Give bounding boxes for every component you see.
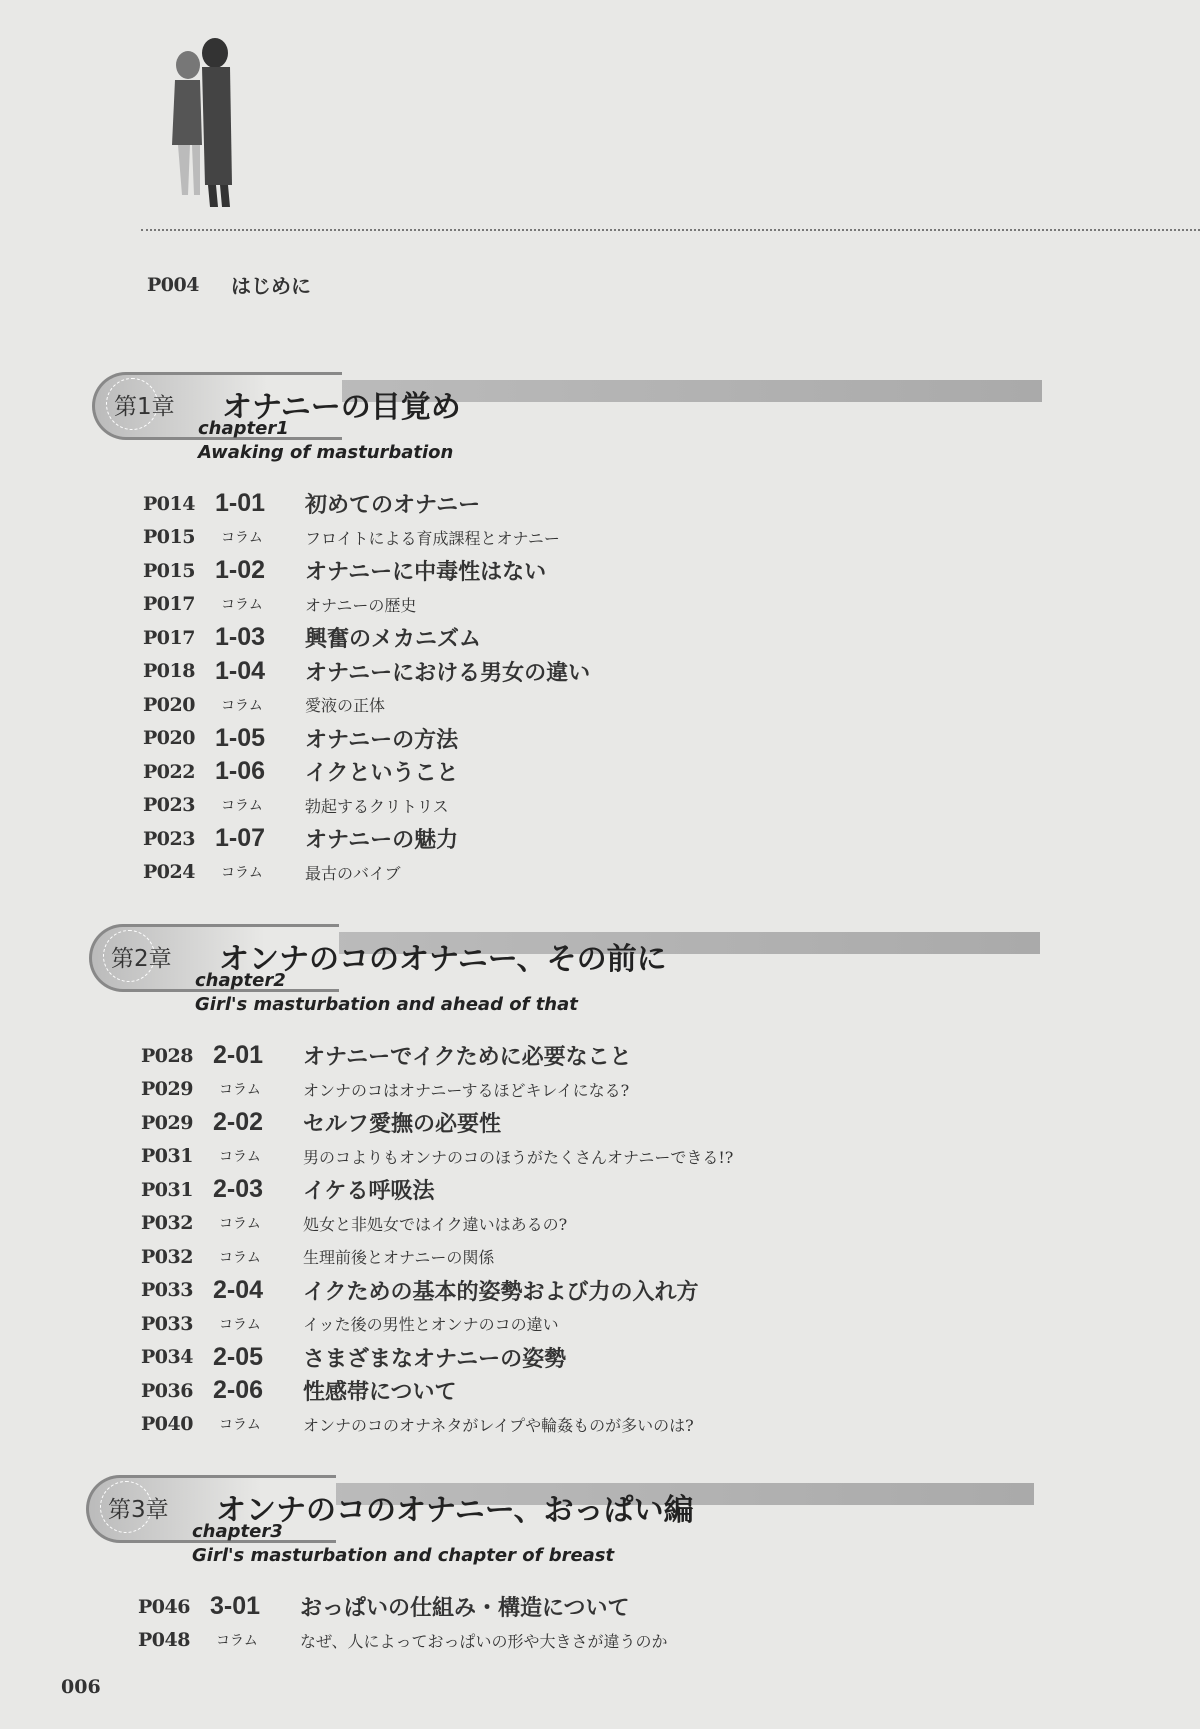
page-number: P048 (138, 1629, 190, 1652)
page-number: P023 (143, 794, 195, 817)
chapter-header[interactable] (89, 924, 1040, 1015)
chapter-entries (0, 487, 1200, 889)
section-entry[interactable] (0, 1039, 1200, 1073)
entry-title: なぜ、人によっておっぱいの形や大きさが違うのか (300, 1631, 668, 1651)
column-entry[interactable] (0, 856, 1200, 890)
page-number: P015 (143, 559, 195, 582)
section-number: 1-05 (215, 723, 266, 752)
column-entry[interactable] (0, 688, 1200, 722)
section-entry[interactable] (0, 755, 1200, 789)
column-label: コラム (219, 1249, 261, 1266)
page-number: P020 (143, 693, 195, 716)
page-number: P020 (143, 727, 195, 750)
column-label: コラム (219, 1316, 261, 1333)
column-entry[interactable] (0, 1073, 1200, 1107)
chapter-header[interactable] (92, 372, 1042, 463)
entry-title: 初めてのオナニー (305, 493, 481, 519)
page-folio: 006 (61, 1676, 101, 1698)
page-number: P014 (143, 492, 195, 515)
section-number: 1-03 (215, 623, 266, 652)
section-number: 1-04 (215, 656, 266, 685)
column-label: コラム (216, 1633, 258, 1650)
section-entry[interactable] (0, 1590, 1200, 1624)
section-number: 2-02 (213, 1108, 264, 1137)
column-label: コラム (221, 798, 263, 815)
page-number: P036 (141, 1379, 193, 1402)
page-number: P004 (147, 273, 199, 296)
chapter-number-en: chapter3 (192, 1521, 283, 1542)
section-number: 1-02 (215, 556, 266, 585)
entry-title: 勃起するクリトリス (305, 796, 449, 816)
entry-title: オナニーでイクために必要なこと (303, 1045, 632, 1071)
section-entry[interactable] (0, 1274, 1200, 1308)
entry-title: イッた後の男性とオンナのコの違い (303, 1315, 559, 1335)
entry-title: オンナのコのオナネタがレイプや輪姦ものが多いのは? (303, 1415, 694, 1435)
page-number: P029 (141, 1078, 193, 1101)
column-entry[interactable] (0, 1240, 1200, 1274)
column-label: コラム (221, 865, 263, 882)
page-number: P028 (141, 1044, 193, 1067)
page-number: P033 (141, 1279, 193, 1302)
entry-title: 処女と非処女ではイク違いはあるの? (303, 1214, 568, 1234)
entry-title: 生理前後とオナニーの関係 (303, 1248, 495, 1268)
chapter-number-en: chapter1 (198, 418, 289, 439)
section-number: 1-07 (215, 824, 266, 853)
column-label: コラム (219, 1082, 261, 1099)
column-entry[interactable] (0, 1307, 1200, 1341)
page-number: P029 (141, 1111, 193, 1134)
page-number: P034 (141, 1346, 193, 1369)
entry-title: さまざまなオナニーの姿勢 (303, 1346, 567, 1372)
section-number: 2-04 (213, 1275, 264, 1304)
section-number: 2-01 (213, 1041, 264, 1070)
chapter-subtitle-en: Girl's masturbation and chapter of breast (192, 1545, 615, 1566)
section-entry[interactable] (0, 487, 1200, 521)
section-entry[interactable] (0, 1374, 1200, 1408)
chapter-entries (0, 1590, 1200, 1657)
character-illustration (160, 35, 250, 210)
section-entry[interactable] (0, 1341, 1200, 1375)
page-number: P017 (143, 593, 195, 616)
entry-title: イケる呼吸法 (303, 1179, 435, 1205)
page-number: P022 (143, 760, 195, 783)
section-number: 1-01 (215, 489, 266, 518)
chapter-header[interactable] (86, 1475, 1034, 1566)
column-entry[interactable] (0, 588, 1200, 622)
page-number: P040 (141, 1413, 193, 1436)
section-number: 1-06 (215, 757, 266, 786)
entry-title: 興奮のメカニズム (305, 627, 482, 653)
page-number: P015 (143, 526, 195, 549)
column-entry[interactable] (0, 1408, 1200, 1442)
section-number: 2-06 (213, 1376, 264, 1405)
entry-title: オナニーに中毒性はない (305, 560, 547, 586)
column-label: コラム (219, 1149, 261, 1166)
column-label: コラム (221, 697, 263, 714)
column-entry[interactable] (0, 521, 1200, 555)
section-entry[interactable] (0, 1173, 1200, 1207)
entry-title: イクための基本的姿勢および力の入れ方 (303, 1279, 699, 1305)
page-number: P032 (141, 1245, 193, 1268)
page-number: P018 (143, 660, 195, 683)
entry-title: 最古のバイブ (305, 863, 401, 883)
page-number: P031 (141, 1145, 193, 1168)
chapter-number-en: chapter2 (195, 970, 286, 991)
column-label: コラム (221, 597, 263, 614)
entry-title: 男のコよりもオンナのコのほうがたくさんオナニーできる!? (303, 1147, 734, 1167)
column-entry[interactable] (0, 789, 1200, 823)
chapter-title: オナニーの目覚め (222, 390, 461, 425)
entry-title: 性感帯について (303, 1380, 457, 1406)
chapter-entries (0, 1039, 1200, 1441)
section-number: 3-01 (210, 1592, 261, 1621)
section-number: 2-05 (213, 1342, 264, 1371)
page-number: P031 (141, 1178, 193, 1201)
chapter-subtitle-en: Girl's masturbation and ahead of that (195, 994, 578, 1015)
chapter-label: 第1章 (114, 394, 175, 420)
column-label: コラム (219, 1216, 261, 1233)
section-entry[interactable] (0, 822, 1200, 856)
entry-title: オナニーにおける男女の違い (305, 660, 591, 686)
entry-title: フロイトによる育成課程とオナニー (305, 528, 560, 548)
page-number: P033 (141, 1312, 193, 1335)
page-number: P024 (143, 861, 195, 884)
column-label: コラム (219, 1417, 261, 1434)
section-entry[interactable] (0, 722, 1200, 756)
section-entry[interactable] (0, 1106, 1200, 1140)
chapter-label: 第2章 (111, 946, 172, 972)
page-number: P032 (141, 1212, 193, 1235)
entry-title: イクということ (305, 761, 459, 787)
column-entry[interactable] (0, 1140, 1200, 1174)
chapter-subtitle-en: Awaking of masturbation (198, 442, 454, 463)
chapter-title: オンナのコのオナニー、その前に (219, 942, 667, 977)
entry-title: おっぱいの仕組み・構造について (300, 1596, 630, 1622)
divider (141, 229, 1200, 231)
intro-entry[interactable] (0, 268, 1200, 302)
page-number: P023 (143, 827, 195, 850)
entry-title: オナニーの方法 (305, 727, 459, 753)
entry-title: オナニーの魅力 (305, 828, 459, 854)
chapter-title: オンナのコのオナニー、おっぱい編 (216, 1493, 694, 1528)
entry-title: 愛液の正体 (305, 696, 386, 716)
section-entry[interactable] (0, 655, 1200, 689)
entry-title: オナニーの歴史 (305, 595, 417, 615)
section-number: 2-03 (213, 1175, 264, 1204)
page-number: P017 (143, 626, 195, 649)
entry-title: セルフ愛撫の必要性 (303, 1112, 502, 1138)
entry-title: はじめに (231, 274, 311, 299)
column-entry[interactable] (0, 1207, 1200, 1241)
section-entry[interactable] (0, 554, 1200, 588)
section-entry[interactable] (0, 621, 1200, 655)
column-label: コラム (221, 530, 263, 547)
chapter-label: 第3章 (108, 1497, 169, 1523)
entry-title: オンナのコはオナニーするほどキレイになる? (303, 1080, 630, 1100)
page-number: P046 (138, 1595, 190, 1618)
column-entry[interactable] (0, 1624, 1200, 1658)
